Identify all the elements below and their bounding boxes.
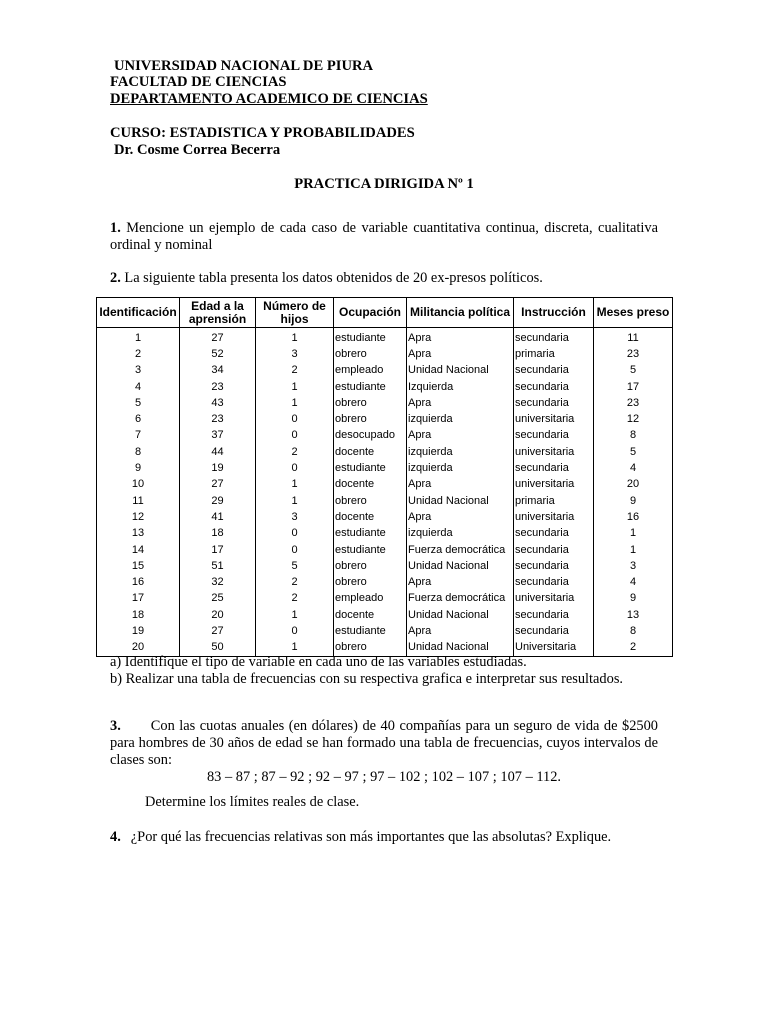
table-cell: 3 [97, 363, 180, 379]
table-cell: docente [334, 509, 407, 525]
table-cell: 20 [594, 477, 673, 493]
table-cell: 2 [594, 640, 673, 657]
table-row [97, 509, 673, 525]
table-cell: 12 [97, 509, 180, 525]
table-cell: universitaria [514, 477, 594, 493]
table-cell: 1 [256, 640, 334, 657]
table-cell: obrero [334, 493, 407, 509]
table-row [97, 460, 673, 476]
table-cell: universitaria [514, 444, 594, 460]
data-table [96, 297, 673, 657]
table-cell: Unidad Nacional [407, 558, 514, 574]
table-cell: Apra [407, 574, 514, 590]
table-cell: 11 [594, 328, 673, 347]
table-cell: 0 [256, 460, 334, 476]
table-cell: 16 [594, 509, 673, 525]
table-cell: 8 [594, 428, 673, 444]
column-header: Edad a la aprensión [180, 298, 256, 328]
table-cell: 23 [180, 411, 256, 427]
table-cell: universitaria [514, 509, 594, 525]
table-cell: estudiante [334, 379, 407, 395]
table-cell: izquierda [407, 444, 514, 460]
table-row [97, 363, 673, 379]
table-cell: Apra [407, 428, 514, 444]
table-cell: secundaria [514, 379, 594, 395]
table-cell: estudiante [334, 460, 407, 476]
question-1-number: 1. [110, 220, 121, 236]
table-cell: secundaria [514, 428, 594, 444]
table-cell: secundaria [514, 607, 594, 623]
question-2-number: 2. [110, 270, 121, 286]
table-cell: 23 [180, 379, 256, 395]
table-cell: 11 [97, 493, 180, 509]
table-row [97, 493, 673, 509]
table-row [97, 607, 673, 623]
table-cell: obrero [334, 640, 407, 657]
table-cell: 0 [256, 542, 334, 558]
table-row [97, 411, 673, 427]
table-cell: 5 [594, 363, 673, 379]
table-cell: secundaria [514, 395, 594, 411]
table-cell: 2 [256, 363, 334, 379]
question-1 [110, 220, 658, 254]
table-cell: 0 [256, 623, 334, 639]
question-4-text: ¿Por qué las frecuencias relativas son más importantes que las absolutas? Explique. [130, 829, 612, 845]
question-2-part-a: a) Identifique el tipo de variable en cada uno de las variables estudiadas. [110, 654, 527, 670]
department-name: DEPARTAMENTO ACADEMICO DE CIENCIAS [110, 91, 428, 107]
table-cell: 0 [256, 526, 334, 542]
table-cell: 3 [256, 509, 334, 525]
table-cell: 8 [97, 444, 180, 460]
table-cell: 1 [256, 477, 334, 493]
table-cell: 4 [594, 574, 673, 590]
table-cell: obrero [334, 411, 407, 427]
table-cell: universitaria [514, 591, 594, 607]
table-row [97, 379, 673, 395]
table-cell: 18 [97, 607, 180, 623]
question-2-text: La siguiente tabla presenta los datos obtenidos de 20 ex-presos políticos. [124, 270, 543, 286]
table-cell: 23 [594, 346, 673, 362]
table-cell: 5 [594, 444, 673, 460]
table-cell: 20 [97, 640, 180, 657]
table-cell: 29 [180, 493, 256, 509]
table-cell: 32 [180, 574, 256, 590]
table-cell: 4 [594, 460, 673, 476]
table-cell: 51 [180, 558, 256, 574]
table-row [97, 574, 673, 590]
table-cell: 1 [256, 395, 334, 411]
table-cell: 1 [256, 328, 334, 347]
table-cell: 23 [594, 395, 673, 411]
course-name: CURSO: ESTADISTICA Y PROBABILIDADES [110, 125, 415, 141]
table-cell: Apra [407, 328, 514, 347]
table-cell: Apra [407, 346, 514, 362]
table-cell: primaria [514, 493, 594, 509]
question-3-instruction: Determine los límites reales de clase. [145, 794, 360, 810]
table-cell: 34 [180, 363, 256, 379]
table-cell: estudiante [334, 526, 407, 542]
table-cell: 15 [97, 558, 180, 574]
table-cell: 27 [180, 477, 256, 493]
table-cell: obrero [334, 346, 407, 362]
table-cell: secundaria [514, 623, 594, 639]
table-cell: 6 [97, 411, 180, 427]
table-cell: 27 [180, 623, 256, 639]
table-cell: 19 [180, 460, 256, 476]
table-cell: secundaria [514, 526, 594, 542]
table-row [97, 542, 673, 558]
table-cell: 13 [594, 607, 673, 623]
faculty-name: FACULTAD DE CIENCIAS [110, 74, 287, 90]
table-cell: Apra [407, 395, 514, 411]
table-cell: Unidad Nacional [407, 640, 514, 657]
table-cell: primaria [514, 346, 594, 362]
table-cell: 1 [256, 493, 334, 509]
table-cell: 44 [180, 444, 256, 460]
table-row [97, 428, 673, 444]
table-cell: izquierda [407, 411, 514, 427]
table-cell: estudiante [334, 623, 407, 639]
question-1-text: Mencione un ejemplo de cada caso de variable cuantitativa continua, discreta, cualitativa ordinal y nominal [110, 220, 658, 253]
table-body [97, 328, 673, 657]
table-cell: 27 [180, 328, 256, 347]
table-cell: 0 [256, 428, 334, 444]
table-cell: docente [334, 444, 407, 460]
table-cell: 1 [256, 607, 334, 623]
table-cell: 1 [256, 379, 334, 395]
table-cell: 1 [97, 328, 180, 347]
table-cell: estudiante [334, 542, 407, 558]
column-header: Militancia política [407, 298, 514, 328]
class-intervals: 83 – 87 ; 87 – 92 ; 92 – 97 ; 97 – 102 ; 102 – 107 ; 107 – 112. [206, 769, 562, 785]
table-row [97, 591, 673, 607]
table-cell: 5 [256, 558, 334, 574]
table-cell: obrero [334, 395, 407, 411]
table-cell: izquierda [407, 526, 514, 542]
table-cell: 3 [594, 558, 673, 574]
table-cell: 17 [594, 379, 673, 395]
table-cell: 50 [180, 640, 256, 657]
table-cell: Unidad Nacional [407, 493, 514, 509]
table-cell: izquierda [407, 460, 514, 476]
table-cell: Apra [407, 477, 514, 493]
table-cell: Fuerza democrática [407, 591, 514, 607]
table-cell: 0 [256, 411, 334, 427]
table-cell: 2 [97, 346, 180, 362]
table-cell: Unidad Nacional [407, 607, 514, 623]
table-cell: 37 [180, 428, 256, 444]
table-cell: 5 [97, 395, 180, 411]
table-cell: 9 [594, 591, 673, 607]
question-3-text: Con las cuotas anuales (en dólares) de 40 compañías para un seguro de vida de $2500 para hombres de 30 años de edad se han formado una tabla de frecuencias, cuyos intervalos de clases son: [110, 718, 658, 768]
table-cell: 17 [180, 542, 256, 558]
table-cell: secundaria [514, 328, 594, 347]
question-3 [110, 718, 658, 769]
professor-name: Dr. Cosme Correa Becerra [114, 142, 281, 158]
column-header: Meses preso [594, 298, 673, 328]
table-cell: estudiante [334, 328, 407, 347]
table-cell: Apra [407, 623, 514, 639]
table-cell: secundaria [514, 558, 594, 574]
table-cell: 12 [594, 411, 673, 427]
table-cell: 14 [97, 542, 180, 558]
table-cell: secundaria [514, 574, 594, 590]
table-row [97, 623, 673, 639]
table-cell: secundaria [514, 460, 594, 476]
table-cell: desocupado [334, 428, 407, 444]
table-cell: 17 [97, 591, 180, 607]
table-cell: universitaria [514, 411, 594, 427]
table-cell: obrero [334, 574, 407, 590]
question-2 [110, 270, 658, 287]
table-cell: 20 [180, 607, 256, 623]
table-row [97, 477, 673, 493]
question-4-number: 4. [110, 829, 121, 845]
table-cell: docente [334, 607, 407, 623]
table-cell: 7 [97, 428, 180, 444]
table-cell: 52 [180, 346, 256, 362]
table-cell: empleado [334, 363, 407, 379]
table-cell: Fuerza democrática [407, 542, 514, 558]
table-cell: obrero [334, 558, 407, 574]
table-cell: 18 [180, 526, 256, 542]
table-cell: 9 [594, 493, 673, 509]
table-row [97, 558, 673, 574]
column-header: Instrucción [514, 298, 594, 328]
table-cell: 2 [256, 591, 334, 607]
table-cell: 1 [594, 526, 673, 542]
table-header-row [97, 298, 673, 328]
column-header: Número de hijos [256, 298, 334, 328]
table-cell: empleado [334, 591, 407, 607]
table-cell: 10 [97, 477, 180, 493]
table-cell: 2 [256, 574, 334, 590]
column-header: Ocupación [334, 298, 407, 328]
table-cell: secundaria [514, 363, 594, 379]
table-cell: 8 [594, 623, 673, 639]
table-cell: docente [334, 477, 407, 493]
page-title: PRACTICA DIRIGIDA Nº 1 [294, 176, 474, 192]
table-cell: 19 [97, 623, 180, 639]
table-cell: secundaria [514, 542, 594, 558]
university-name: UNIVERSIDAD NACIONAL DE PIURA [114, 58, 374, 74]
table-cell: 25 [180, 591, 256, 607]
question-3-number: 3. [110, 718, 121, 734]
table-cell: 41 [180, 509, 256, 525]
table-row [97, 346, 673, 362]
table-row [97, 328, 673, 347]
table-row [97, 444, 673, 460]
table-cell: 4 [97, 379, 180, 395]
table-cell: 1 [594, 542, 673, 558]
table-row [97, 526, 673, 542]
table-cell: 16 [97, 574, 180, 590]
table-row [97, 395, 673, 411]
table-cell: 3 [256, 346, 334, 362]
question-2-part-b: b) Realizar una tabla de frecuencias con su respectiva grafica e interpretar sus resultados. [110, 671, 624, 687]
table-cell: Unidad Nacional [407, 363, 514, 379]
table-cell: 9 [97, 460, 180, 476]
table-cell: Universitaria [514, 640, 594, 657]
table-cell: Izquierda [407, 379, 514, 395]
table-cell: Apra [407, 509, 514, 525]
table-cell: 43 [180, 395, 256, 411]
column-header: Identificación [97, 298, 180, 328]
table-cell: 13 [97, 526, 180, 542]
question-4 [110, 829, 658, 846]
table-cell: 2 [256, 444, 334, 460]
